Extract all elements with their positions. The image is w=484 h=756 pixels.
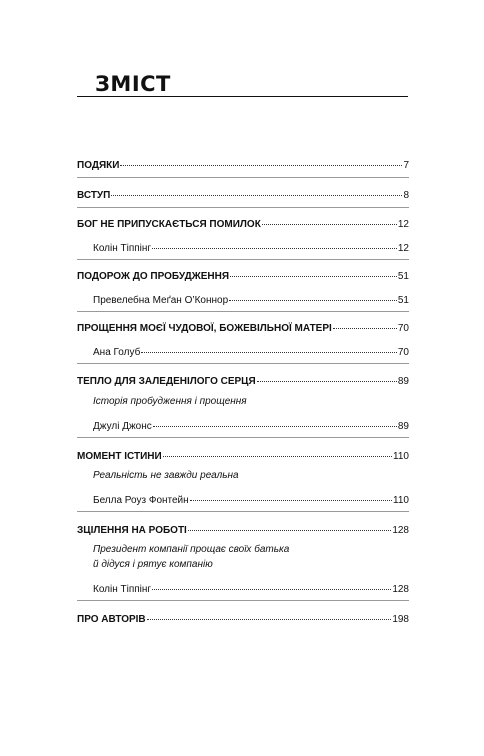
toc-page-number: 12 [397, 243, 409, 254]
dot-leader [229, 290, 397, 301]
dot-leader [141, 342, 397, 353]
toc-page-number: 89 [397, 421, 409, 432]
toc-author-bog[interactable] [93, 240, 409, 255]
toc-page-number: 110 [393, 451, 409, 462]
toc-entry-label: ПРОЩЕННЯ МОЄЇ ЧУДОВОЇ, БОЖЕВІЛЬНОЇ МАТЕРІ [77, 323, 332, 334]
toc-entry-label: ПОДОРОЖ ДО ПРОБУДЖЕННЯ [77, 271, 230, 282]
toc-author-label: Колін Тіппінг [93, 584, 152, 595]
toc-page-number: 51 [397, 295, 409, 306]
dot-leader [163, 446, 392, 457]
toc-entry-label: МОМЕНТ ІСТИНИ [77, 451, 162, 462]
dot-leader [147, 609, 392, 620]
toc-author-label: Колін Тіппінг [93, 243, 152, 254]
toc-author-podorozh[interactable] [93, 292, 409, 307]
dot-leader [188, 520, 391, 531]
toc-separator [77, 600, 409, 601]
toc-author-zcilennya[interactable] [93, 581, 409, 596]
toc-author-teplo[interactable] [93, 418, 409, 433]
dot-leader [152, 238, 397, 249]
dot-leader [153, 416, 397, 427]
toc-subtitle: й дідуся і рятує компанію [93, 559, 213, 570]
toc-entry-label: ВСТУП [77, 190, 111, 201]
dot-leader [120, 155, 402, 166]
toc-subtitle: Історія пробудження і прощення [93, 396, 247, 407]
page-title: ЗМІСТ [95, 72, 171, 96]
dot-leader [152, 579, 391, 590]
toc-author-proshchennya[interactable] [93, 344, 409, 359]
toc-subtitle: Президент компанії прощає своїх батька [93, 544, 290, 555]
toc-entry-label: ТЕПЛО ДЛЯ ЗАЛЕДЕНІЛОГО СЕРЦЯ [77, 376, 256, 387]
toc-entry-label: ЗЦІЛЕННЯ НА РОБОТІ [77, 525, 187, 536]
toc-author-label: Джулі Джонс [93, 421, 152, 432]
toc-entry-label: БОГ НЕ ПРИПУСКАЄТЬСЯ ПОМИЛОК [77, 219, 261, 230]
toc-page-number: 8 [403, 190, 409, 201]
toc-entry-proshchennya[interactable] [77, 320, 409, 335]
toc-page-number: 110 [393, 495, 409, 506]
toc-entry-zcilennya[interactable] [77, 522, 409, 537]
toc-separator [77, 259, 409, 260]
toc-author-label: Ана Голуб [93, 347, 141, 358]
toc-page-number: 128 [392, 584, 409, 595]
dot-leader [262, 214, 397, 225]
toc-entry-teplo[interactable] [77, 373, 409, 388]
toc-entry-bog[interactable] [77, 216, 409, 231]
toc-separator [77, 511, 409, 512]
toc-separator [77, 363, 409, 364]
toc-entry-podorozh[interactable] [77, 268, 409, 283]
toc-page-number: 12 [397, 219, 409, 230]
toc-entry-label: ПРО АВТОРІВ [77, 614, 146, 625]
toc-entry-podyaky[interactable] [77, 157, 409, 172]
dot-leader [230, 266, 397, 277]
dot-leader [190, 490, 392, 501]
toc-separator [77, 437, 409, 438]
dot-leader [111, 185, 402, 196]
dot-leader [333, 318, 397, 329]
toc-author-label: Превелебна Меґан О’Коннор [93, 295, 229, 306]
toc-page-number: 70 [397, 347, 409, 358]
toc-entry-label: ПОДЯКИ [77, 160, 120, 171]
dot-leader [257, 371, 397, 382]
toc-page-number: 51 [397, 271, 409, 282]
toc-entry-vstup[interactable] [77, 187, 409, 202]
toc-page-number: 89 [397, 376, 409, 387]
toc-page-number: 128 [392, 525, 409, 536]
toc-page-number: 7 [403, 160, 409, 171]
toc-entry-moment[interactable] [77, 448, 409, 463]
toc-subtitle: Реальність не завжди реальна [93, 470, 239, 481]
toc-entry-avtory[interactable] [77, 611, 409, 626]
toc-page-number: 70 [397, 323, 409, 334]
toc-separator [77, 207, 409, 208]
title-underline [77, 96, 408, 97]
toc-page-number: 198 [392, 614, 409, 625]
toc-author-label: Белла Роуз Фонтейн [93, 495, 189, 506]
toc-separator [77, 177, 409, 178]
toc-separator [77, 311, 409, 312]
toc-author-moment[interactable] [93, 492, 409, 507]
